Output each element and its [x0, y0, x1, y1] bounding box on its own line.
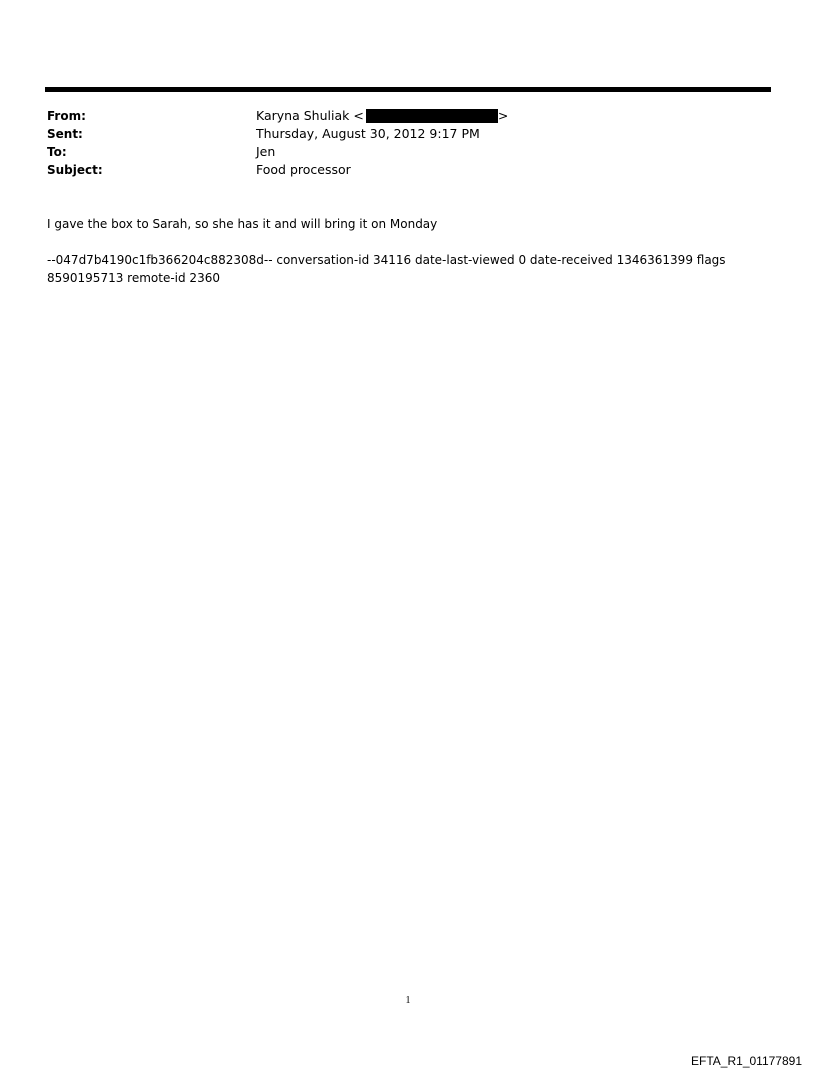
from-close: >: [497, 108, 509, 123]
to-row: [47, 143, 747, 161]
to-value: Jen: [256, 144, 276, 159]
subject-row: [47, 161, 747, 179]
email-header: [47, 107, 747, 179]
subject-label: Subject:: [47, 163, 103, 177]
from-row: [47, 107, 747, 125]
document-id: EFTA_R1_01177891: [691, 1054, 802, 1068]
page-number: 1: [405, 995, 411, 1006]
email-metadata: --047d7b4190c1fb366204c882308d-- conversation-id 34116 date-last-viewed 0 date-received 1346361399 flags 8590195713 remote-id 2360: [47, 253, 726, 285]
from-value: [256, 107, 508, 125]
sent-row: [47, 125, 747, 143]
redaction-block: [366, 109, 498, 123]
from-label: From:: [47, 109, 86, 123]
header-divider: [45, 87, 771, 92]
email-body: I gave the box to Sarah, so she has it and will bring it on Monday: [47, 217, 438, 231]
to-label: To:: [47, 145, 67, 159]
sent-label: Sent:: [47, 127, 83, 141]
subject-value: Food processor: [256, 162, 351, 177]
from-name: Karyna Shuliak <: [256, 108, 364, 123]
sent-value: Thursday, August 30, 2012 9:17 PM: [256, 126, 480, 141]
